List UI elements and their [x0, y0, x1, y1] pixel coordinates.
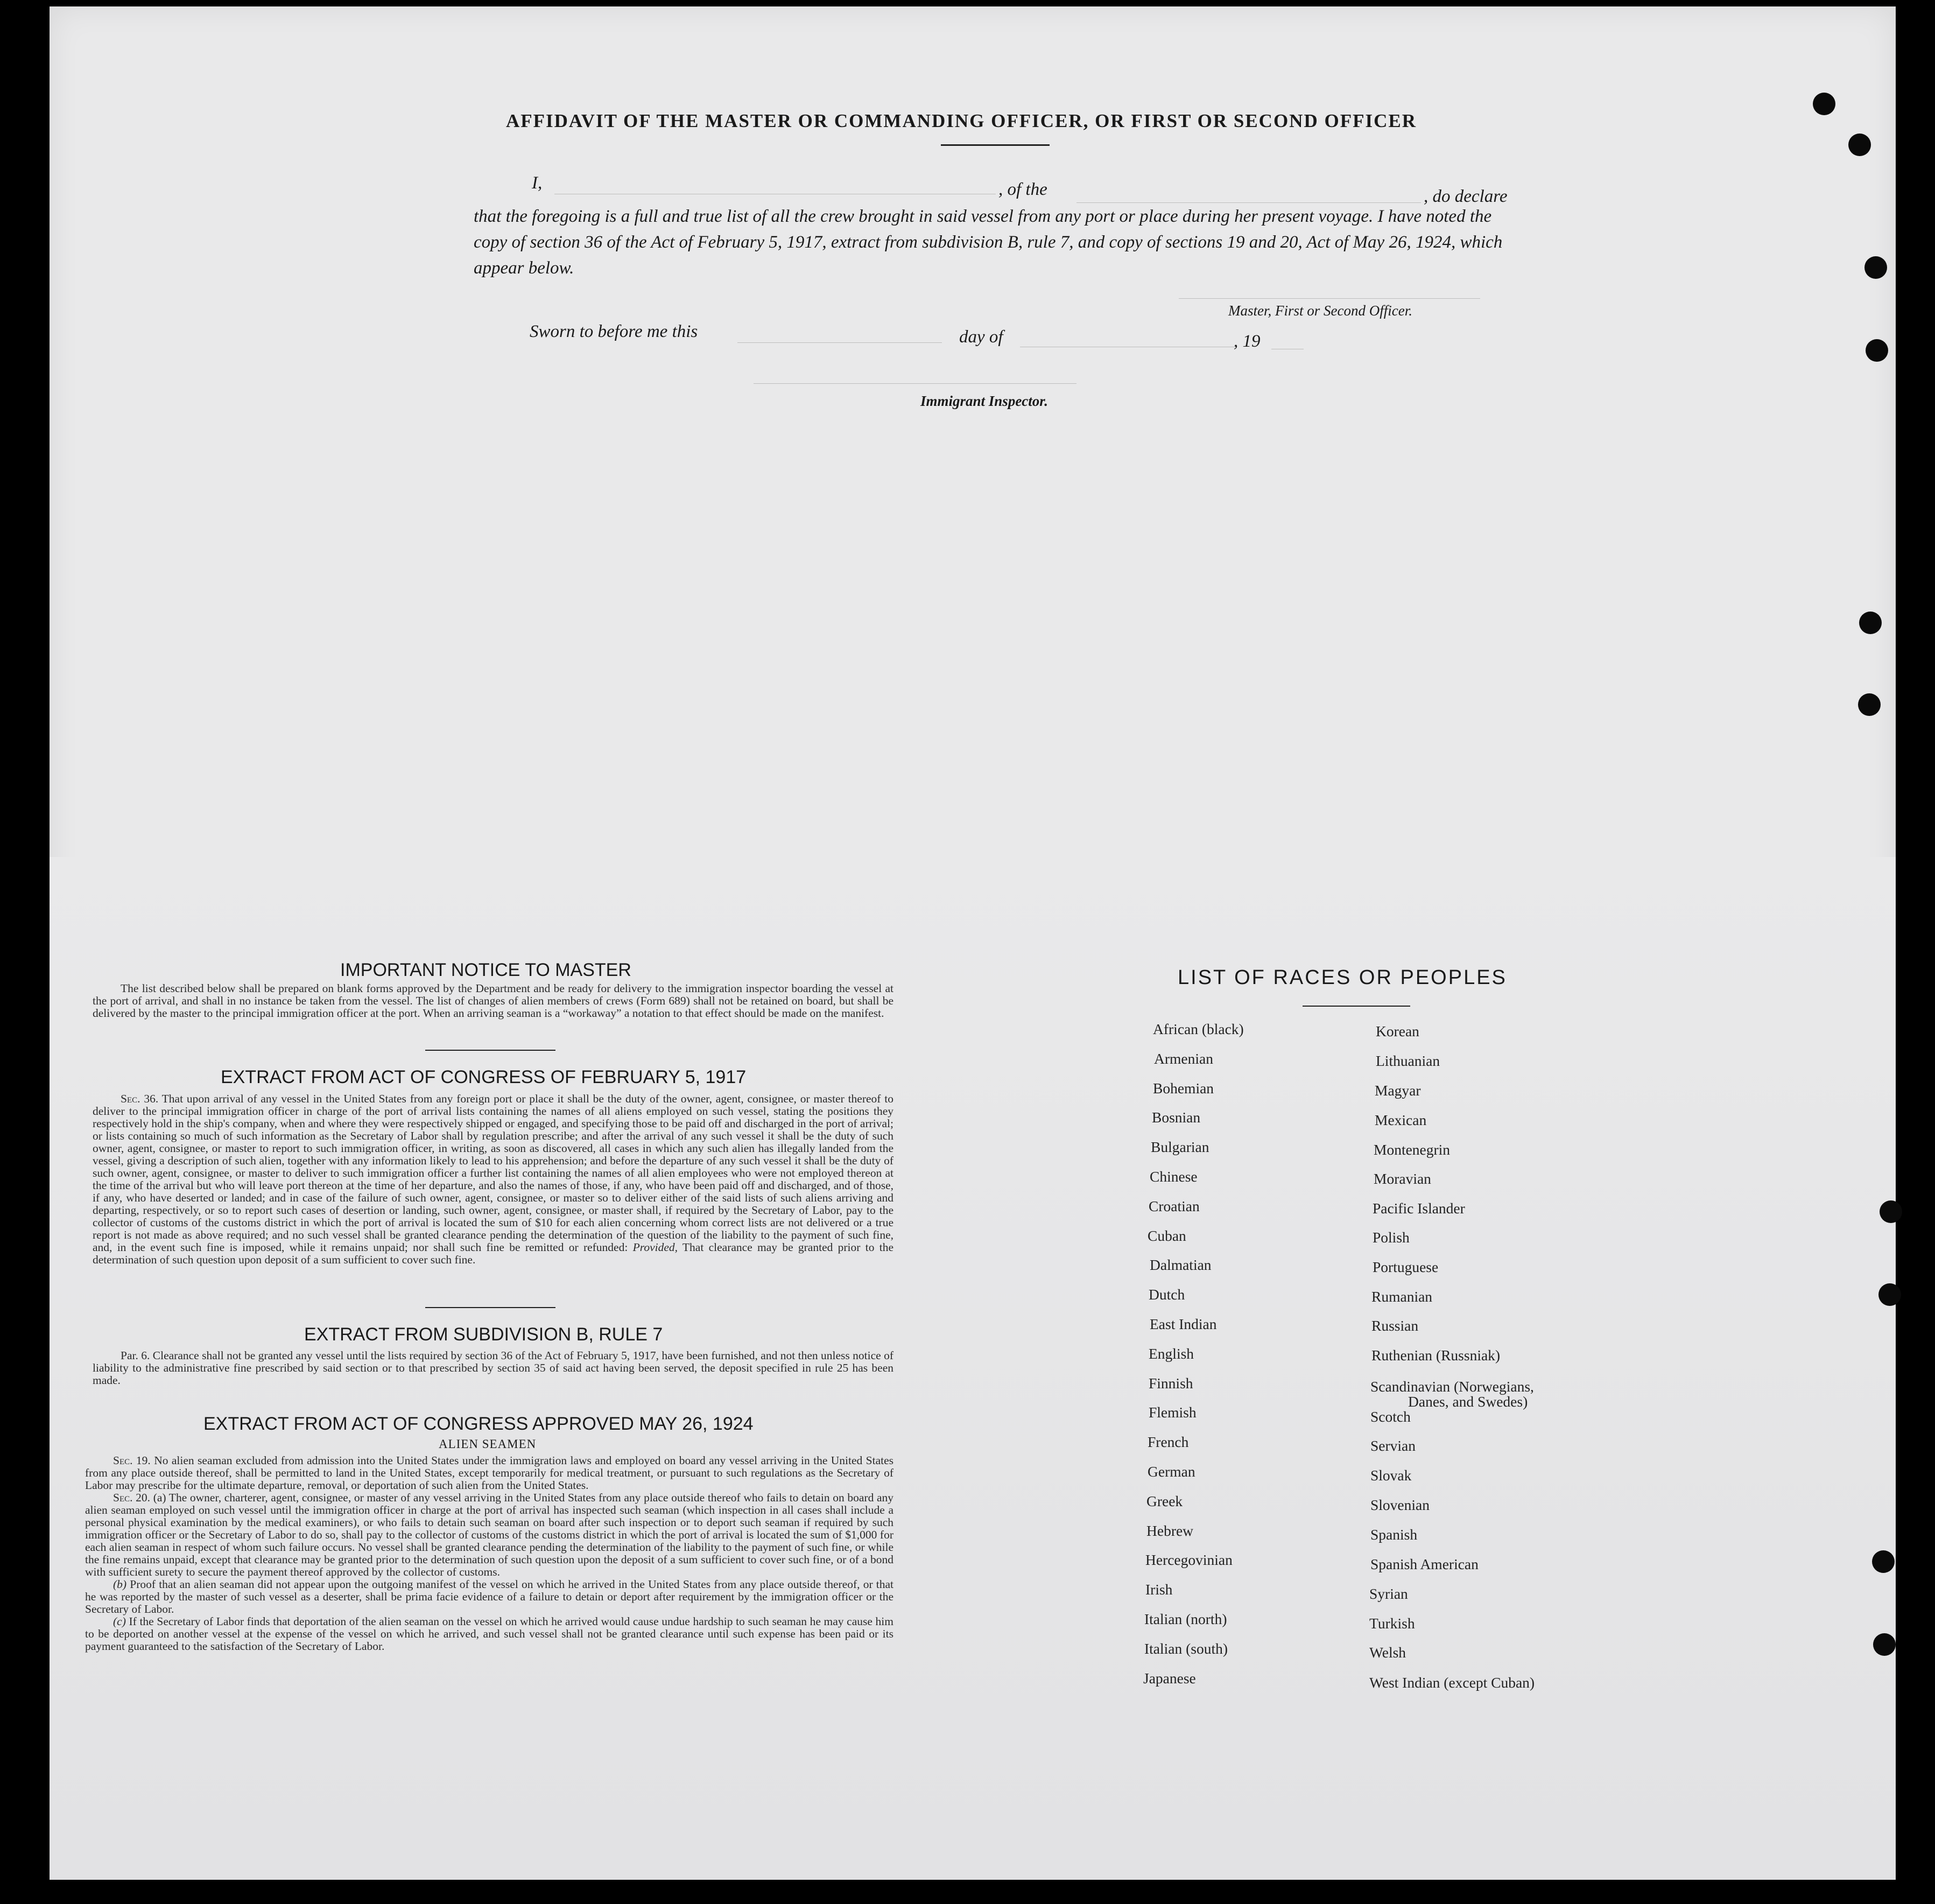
- race-item: Croatian: [1149, 1198, 1200, 1214]
- sworn-label: Sworn to before me this: [530, 322, 698, 341]
- race-item: Portuguese: [1373, 1259, 1439, 1275]
- punch-hole: [1864, 256, 1887, 279]
- extract-1924-text: [85, 1455, 893, 1653]
- sec-19-label: Sec. 19.: [113, 1454, 151, 1467]
- race-item: Mexican: [1375, 1112, 1427, 1128]
- master-signature-label: Master, First or Second Officer.: [1228, 303, 1412, 319]
- race-item: Greek: [1146, 1493, 1183, 1509]
- race-item: Finnish: [1149, 1375, 1193, 1392]
- race-item: Servian: [1370, 1437, 1416, 1454]
- par-6-label: Par. 6.: [121, 1349, 150, 1362]
- race-item: Lithuanian: [1376, 1052, 1440, 1069]
- day-of-label: day of: [959, 327, 1003, 347]
- punch-hole: [1848, 134, 1871, 156]
- sec-20-label: Sec. 20.: [113, 1491, 151, 1504]
- race-item: Bulgarian: [1151, 1139, 1209, 1155]
- race-item: Slovenian: [1370, 1496, 1430, 1513]
- race-item: Scotch: [1370, 1408, 1411, 1425]
- race-item: Turkish: [1369, 1615, 1415, 1632]
- sec-19-body: No alien seaman excluded from admission into the United States under the immigration laws and employed on board any vessel arriving in the United States from any place outside thereof, shall be permitted to land in the United States, except temporarily for medical treatment, or pursuant to such regulations as the Secretary of Labor may prescribe for the ultimate departure, removal, or deportation of such alien from the United States.: [85, 1454, 894, 1492]
- race-item: Bohemian: [1153, 1080, 1214, 1097]
- race-item: Welsh: [1369, 1644, 1406, 1661]
- extract-1917-text: [93, 1093, 893, 1266]
- vessel-blank-field[interactable]: [1076, 202, 1421, 203]
- extract-1917-heading: EXTRACT FROM ACT OF CONGRESS OF FEBRUARY 5, 1917: [221, 1067, 747, 1087]
- declaration-text: that the foregoing is a full and true list of all the crew brought in said vessel from any port or place during her present voyage. I have noted the copy of section 36 of the Act of February 5, 1917, extract from subdivision B, rule 7, and copy of sections 19 and 20, Act of May 26, 1924, which appear below.: [474, 207, 1503, 278]
- races-divider: [1303, 1006, 1410, 1007]
- race-item: Armenian: [1154, 1050, 1213, 1067]
- section-divider: [425, 1307, 555, 1308]
- notice-text: The list described below shall be prepared on blank forms approved by the Department and be ready for delivery to the immigration inspector boarding the vessel at the port of arrival, and shall in no instance be taken from the vessel. The list of changes of alien members of crews (Form 689) shall not be retained on board, but shall be delivered by the master to the principal immigration officer at the port. When an arriving seaman is a “workaway” a notation to that effect should be made on the manifest.: [93, 982, 893, 1020]
- race-item: English: [1149, 1345, 1194, 1362]
- race-item: Danes, and Swedes): [1408, 1393, 1528, 1410]
- punch-hole: [1813, 93, 1835, 115]
- sec-20c: [85, 1615, 893, 1653]
- alien-seamen-subtitle: ALIEN SEAMEN: [439, 1437, 537, 1451]
- sworn-day-field[interactable]: [737, 342, 942, 343]
- do-declare-label: , do declare: [1424, 187, 1508, 206]
- race-item: East Indian: [1150, 1316, 1217, 1332]
- race-item: Hebrew: [1146, 1522, 1194, 1539]
- sec-19: [85, 1455, 893, 1492]
- sec-20b-label: (b): [113, 1578, 127, 1591]
- race-item: Hercegovinian: [1145, 1551, 1233, 1568]
- sec-20c-label: (c): [113, 1615, 126, 1628]
- sec-36-end: That clearance may be granted prior to the determination of such question upon deposit of a sum sufficient to cover such fine.: [93, 1241, 893, 1266]
- punch-hole: [1859, 612, 1882, 634]
- of-the-label: , of the: [998, 180, 1047, 199]
- race-item: Ruthenian (Russniak): [1371, 1347, 1501, 1364]
- race-item: French: [1148, 1434, 1189, 1450]
- race-item: Montenegrin: [1374, 1141, 1451, 1158]
- notice-heading: IMPORTANT NOTICE TO MASTER: [340, 960, 631, 980]
- par-6-body: Clearance shall not be granted any vessel until the lists required by section 36 of the Act of February 5, 1917, have been furnished, and not then unless notice of liability to the administrative fine prescribed by said section or to that prescribed by section 35 of said act having been served, the deposit specified in rule 25 has been made.: [93, 1349, 893, 1387]
- race-item: Syrian: [1369, 1585, 1408, 1602]
- race-item: Italian (south): [1144, 1640, 1228, 1657]
- race-item: Dalmatian: [1150, 1256, 1212, 1273]
- race-item: Dutch: [1149, 1286, 1185, 1303]
- race-item: German: [1148, 1463, 1195, 1480]
- race-item: Spanish: [1370, 1526, 1418, 1543]
- race-item: Italian (north): [1144, 1611, 1227, 1627]
- sec-20b-body: Proof that an alien seaman did not appear upon the outgoing manifest of the vessel on which he arrived in the United States from any place outside thereof, or that he was reported by the master of such vessel as a deserter, shall be prima facie evidence of a failure to detain or deport after requirement by the immigration officer or the Secretary of Labor.: [85, 1578, 894, 1615]
- race-item: Pacific Islander: [1373, 1200, 1465, 1217]
- race-item: Bosnian: [1152, 1109, 1201, 1126]
- inspector-signature-field[interactable]: [754, 383, 1076, 384]
- sec-20a: [85, 1492, 893, 1578]
- race-item: Japanese: [1143, 1670, 1196, 1687]
- race-item: Slovak: [1370, 1467, 1412, 1484]
- extract-1924-heading: EXTRACT FROM ACT OF CONGRESS APPROVED MAY 26, 1924: [203, 1414, 754, 1434]
- rule7-text: [93, 1350, 893, 1387]
- punch-hole: [1858, 693, 1881, 716]
- punch-hole: [1880, 1200, 1902, 1223]
- rule7-heading: EXTRACT FROM SUBDIVISION B, RULE 7: [304, 1324, 663, 1345]
- sec-20b: [85, 1578, 893, 1615]
- punch-hole: [1872, 1550, 1895, 1573]
- i-label: I,: [532, 173, 543, 193]
- race-item: Cuban: [1148, 1227, 1186, 1244]
- sec-20a-body: (a) The owner, charterer, agent, consignee, or master of any vessel arriving in the United States from any place outside thereof who fails to detain on board any alien seaman employed on such vessel until the immigration officer in charge at the port of arrival has inspected such seaman (which inspection in all cases shall include a personal physical examination by the medical examiners), or who fails to detain such seaman on board after such inspection or to deport such seaman if required by such immigration officer or the Secretary of Labor to do so, shall pay to the collector of customs of the customs district in which the port of arrival is located the sum of $1,000 for each alien seaman in respect of whom such failure occurs. No vessel shall be granted clearance pending the determination of the liability to the payment of such fine, or while the fine remains unpaid, except that clearance may be granted prior to the determination of such question upon the deposit of a sum sufficient to cover such fine, or of a bond with sufficient surety to secure the payment thereof approved by the collector of customs.: [85, 1491, 894, 1578]
- race-item: Moravian: [1374, 1170, 1431, 1187]
- section-divider: [425, 1050, 555, 1051]
- punch-hole: [1873, 1633, 1896, 1656]
- provided-word: Provided,: [632, 1241, 678, 1254]
- affidavit-title: AFFIDAVIT OF THE MASTER OR COMMANDING OFFICER, OR FIRST OR SECOND OFFICER: [506, 110, 1417, 131]
- races-heading: LIST OF RACES OR PEOPLES: [1178, 966, 1507, 989]
- race-item: Flemish: [1149, 1404, 1197, 1421]
- punch-hole: [1878, 1283, 1901, 1306]
- race-item: West Indian (except Cuban): [1369, 1674, 1535, 1691]
- sec-20c-body: If the Secretary of Labor finds that deportation of the alien seaman on the vessel on which he arrived would cause undue hardship to such seaman he may cause him to be deported on another vessel at the expense of the vessel on which he arrived, and such vessel shall not be granted clearance until such expense has been paid or its payment guaranteed to the satisfaction of the Secretary of Labor.: [85, 1615, 894, 1653]
- race-item: Irish: [1145, 1581, 1173, 1598]
- inspector-signature-label: Immigrant Inspector.: [920, 393, 1049, 409]
- race-item: Chinese: [1150, 1168, 1198, 1185]
- race-item: Russian: [1371, 1317, 1419, 1334]
- sec-36-label: Sec. 36.: [121, 1092, 159, 1105]
- race-item: Scandinavian (Norwegians,: [1370, 1378, 1534, 1395]
- race-item: Korean: [1376, 1023, 1419, 1039]
- master-signature-field[interactable]: [1179, 298, 1480, 299]
- race-item: Spanish American: [1370, 1556, 1479, 1572]
- race-item: African (black): [1153, 1021, 1244, 1037]
- year-label: , 19: [1234, 332, 1261, 351]
- sec-36-body: That upon arrival of any vessel in the United States from any foreign port or place it shall be the duty of the owner, agent, consignee, or master thereof to deliver to the principal immigration officer in charge of the port of arrival lists containing the names of all aliens employed on such vessel, stating the positions they respectively hold in the ship's company, when and where they were respectively shipped or engaged, and specifying those to be paid off and discharged in the port of arrival; or lists containing so much of such information as the Secretary of Labor shall by regulation prescribe; and after the arrival of any such vessel it shall be the duty of such owner, agent, consignee, or master to report to such immigration officer, in writing, as soon as discovered, all cases in which any such alien has illegally landed from the vessel, giving a description of such alien, together with any information likely to lead to his apprehension; and before the departure of any such vessel it shall be the duty of such owner, agent, consignee, or master to deliver to such immigration officer a further list containing the names of all alien employees who were not employed thereon at the time of the arrival but who will leave port thereon at the time of her departure, and also the names of those, if any, who have been paid off and discharged, and of those, if any, who have deserted or landed; and in case of the failure of such owner, agent, consignee, or master so to deliver either of the said lists of such aliens arriving and departing, respectively, or so to report such cases of desertion or landing, such owner, agent, consignee, or master shall, if required by the Secretary of Labor, pay to the collector of customs of the customs district in which the port of arrival is located the sum of $10 for each alien concerning whom correct lists are not delivered or a true report is not made as above required; and no such vessel shall be granted clearance pending the determination of the question of the liability to the payment of such fine, and, in the event such fine is imposed, while it remains unpaid; nor shall such fine be remitted or refunded:: [93, 1092, 893, 1254]
- race-item: Polish: [1373, 1229, 1410, 1246]
- race-item: Rumanian: [1371, 1288, 1433, 1305]
- title-divider: [941, 144, 1050, 146]
- race-item: Magyar: [1375, 1082, 1421, 1099]
- punch-hole: [1866, 339, 1888, 362]
